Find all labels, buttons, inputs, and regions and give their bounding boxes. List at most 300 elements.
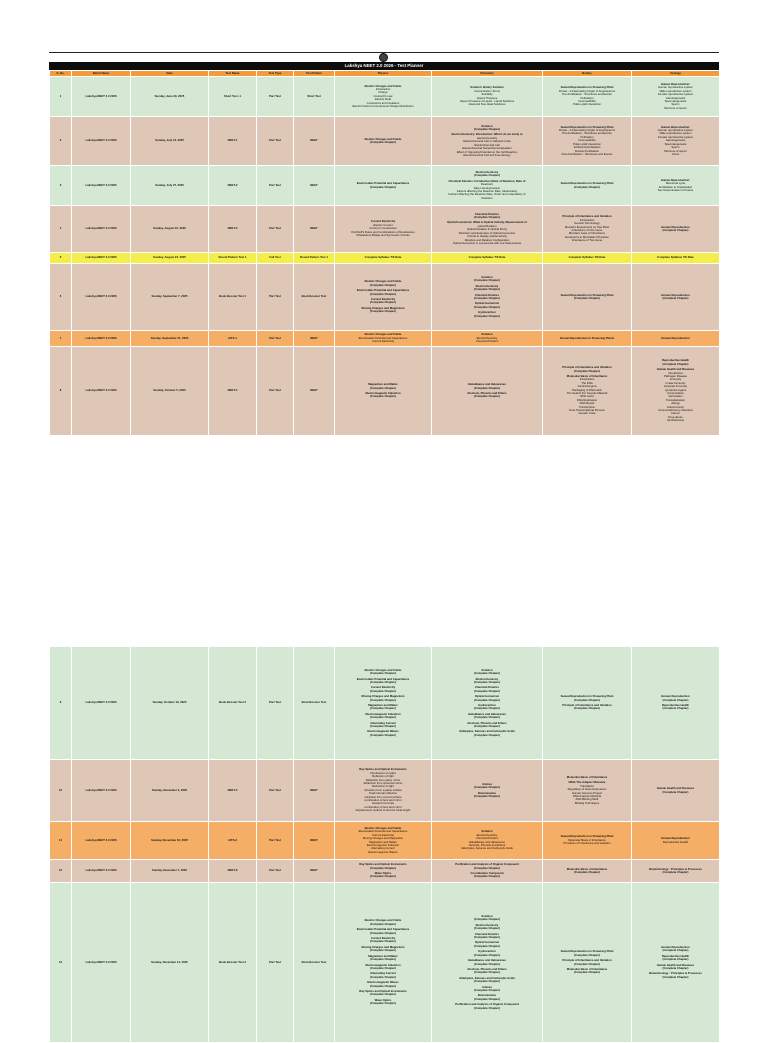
topic-line: Solution xyxy=(481,332,493,337)
topic-line: Introduction xyxy=(668,370,683,375)
topic-line: Electrochemistry xyxy=(476,335,498,340)
topic-line: Sexual Reproduction in Flowering Plants xyxy=(559,335,615,340)
topic-line: (Complete Chapter) xyxy=(474,961,500,966)
topic-line: Electrochemical Series/Nernst Equation xyxy=(462,146,512,151)
topic-line: Electrochemistry xyxy=(475,676,499,681)
planner-page-1 xyxy=(49,52,719,436)
cell-botany xyxy=(543,253,632,264)
topic-line: Electric Charges and Fields xyxy=(364,136,402,141)
topic-line: Aldehydes, Ketones and Carboxylic Acids xyxy=(459,975,515,980)
topic-line: optical Rotation xyxy=(477,223,497,228)
topic-line: Artificial Hybridisation xyxy=(573,145,601,150)
topic-line: Current Electricity xyxy=(370,936,396,941)
topic-line: Mendel's Laws of Inheritance xyxy=(568,231,606,236)
topic-line: electrochemistry xyxy=(476,135,498,140)
topic-line: combination of lens and mirror xyxy=(364,804,402,809)
topic-line: (Complete Chapter) xyxy=(474,926,500,931)
topic-line: (Complete Chapter) xyxy=(662,706,689,711)
topic-line: Moving Charges and Magnetism xyxy=(362,836,404,841)
topic-line: (Complete Chapter) xyxy=(474,732,500,737)
topic-line: (Complete Chapter) xyxy=(662,789,689,794)
topic-line: Optical Isomerism xyxy=(474,694,500,699)
topic-line: Reflection from spherical mirror xyxy=(363,780,403,785)
topic-line: (Complete Chapter) xyxy=(370,724,396,729)
topic-line: (Complete Chapter) xyxy=(474,287,500,292)
topic-line: Electric Field xyxy=(374,97,391,102)
topic-line: Human Reproduction xyxy=(661,944,690,949)
topic-line: Electromagnetic Waves xyxy=(367,980,399,985)
cell-type: Part Test xyxy=(257,206,294,253)
topic-line: Electromagnetic Waves xyxy=(367,729,399,734)
topic-line: Lymphoid organs xyxy=(664,387,687,392)
topic-line: Coordination Compound xyxy=(470,871,504,875)
topic-line: (Complete Chapter) xyxy=(662,957,689,962)
topic-line: (Complete Chapter) xyxy=(474,304,500,309)
cell-date: Sunday, December 7, 2025 xyxy=(131,860,209,883)
topic-line: Sexual Reproduction in Flowering Plant xyxy=(560,834,614,839)
topic-line: Electric Charges and Fields xyxy=(364,83,402,88)
topic-line: Optical Isomerism xyxy=(474,301,500,306)
topic-line: Gametogenesis xyxy=(665,138,686,143)
topic-line: (Complete Chapter) xyxy=(370,930,396,935)
topic-line: Hydrocarbon xyxy=(478,310,496,315)
topic-line: Definition and Examples of Optical Isomerism xyxy=(458,230,516,235)
topic-line: Alternating Current xyxy=(371,846,395,851)
topic-line: Pollination xyxy=(580,95,594,100)
cell-batch: Lakshya NEET 2.0 2026 xyxy=(72,331,131,347)
cell-batch: Lakshya NEET 2.0 2026 xyxy=(72,860,131,883)
cell-no: 6 xyxy=(50,264,72,331)
cell-date: Sunday, August 10, 2025 xyxy=(131,206,209,253)
table-row xyxy=(50,883,720,1043)
topic-line: Kirchhoff's Rules and Combinations of Resistances xyxy=(351,229,415,234)
topic-line: Human Reproduction: xyxy=(660,124,691,129)
topic-line: Pathogen Disease xyxy=(664,373,687,378)
topic-line: Electromagnetic Induction xyxy=(366,842,400,847)
cell-no: 5 xyxy=(50,253,72,264)
topic-line: Absolute and Relative Configuration xyxy=(464,237,510,242)
topic-line: Amines xyxy=(481,781,493,786)
topic-line: (Complete Chapter) xyxy=(474,688,500,693)
cell-pattern: Book Booster Test xyxy=(294,647,335,760)
topic-line: (Complete Chapter) xyxy=(474,943,500,948)
cell-date: Sunday, July 13, 2025 xyxy=(131,117,209,166)
cell-no: 1 xyxy=(50,77,72,117)
topic-line: Human Genome Project xyxy=(571,790,602,795)
topic-line: (Complete Chapter) xyxy=(662,361,689,366)
topic-line: Principle of Inheritance and Variation xyxy=(562,958,612,963)
topic-line: Exceptions to Mendelian Principles xyxy=(565,234,609,239)
topic-line: Human Reproduction xyxy=(661,292,690,297)
planner-page-2 xyxy=(49,646,719,1043)
planner-table-continued xyxy=(49,646,720,1043)
topic-line: Post-Fertilisation : Structures and Events xyxy=(561,151,613,156)
topic-line: Magnetism and Matter xyxy=(368,703,398,707)
topic-line: Solubility xyxy=(481,92,493,97)
topic-line: Translation xyxy=(580,783,594,788)
cell-zoology xyxy=(632,331,720,347)
topic-line: Conductors and Insulators xyxy=(366,100,400,105)
topic-line: Transplantation xyxy=(665,397,686,402)
cell-botany xyxy=(543,347,632,436)
topic-line: Structure of sperm xyxy=(663,105,687,110)
topic-line: Incompatibility xyxy=(578,98,596,103)
topic-line: Moving Charges and Magnetism xyxy=(361,944,405,949)
cell-physics xyxy=(335,822,432,860)
cell-pattern: NEET xyxy=(294,166,335,206)
topic-line: (Complete Chapter) xyxy=(370,732,396,737)
topic-line: Principle of Inheritance and Variation xyxy=(562,703,612,707)
topic-line: Regulation of Gene Expression xyxy=(567,787,607,792)
topic-line: Principle of Inheritance and Variation xyxy=(562,214,612,219)
cell-botany xyxy=(543,166,632,206)
topic-line: (Complete Chapter) xyxy=(474,724,500,729)
topic-line: Electrochemical Cell xyxy=(474,142,500,147)
topic-line: (Complete Chapter) xyxy=(662,228,689,232)
topic-line: (Complete Chapter) xyxy=(370,948,396,953)
topic-line: tRNA-The Adapter Molecule xyxy=(568,780,606,785)
column-header: Date xyxy=(131,71,209,77)
topic-line: Reproductive Health xyxy=(662,839,689,844)
topic-line: Pre-Fertilisation : Structures and Events xyxy=(562,131,612,136)
topic-line: (Complete Chapter) xyxy=(574,697,600,702)
cell-test: NEET-6 xyxy=(209,860,257,883)
topic-line: Human Reproduction xyxy=(661,836,690,841)
cell-botany xyxy=(543,883,632,1043)
topic-line: Optical Isomerism xyxy=(474,940,500,945)
planner-table xyxy=(49,70,720,436)
cell-botany xyxy=(543,331,632,347)
topic-line: Reflection of light xyxy=(372,774,394,779)
topic-line: Immunodeficiency disorders xyxy=(658,408,693,413)
cell-date: Sunday, October 5, 2025 xyxy=(131,347,209,436)
logo-row xyxy=(49,52,719,62)
cell-pattern: NEET xyxy=(294,347,335,436)
cell-physics xyxy=(335,206,432,253)
topic-line: Sperm xyxy=(671,145,680,150)
topic-line: Concentration Terms xyxy=(474,88,500,93)
topic-line: Human Reproduction xyxy=(661,224,690,229)
topic-line: Electric Charges and Fields xyxy=(364,825,402,830)
table-row xyxy=(50,860,720,883)
topic-line: refraction from curved surface xyxy=(364,794,402,799)
cell-date: Sunday, November 16, 2025 xyxy=(131,822,209,860)
cell-test: AITS-1 xyxy=(209,331,257,347)
cell-batch: Lakshya NEET 2.0 2026 xyxy=(72,253,131,264)
topic-line: Electromagnetic Induction xyxy=(365,962,401,967)
cell-batch: Lakshya NEET 2.0 2026 xyxy=(72,117,131,166)
topic-line: Electric Charges and Fields xyxy=(364,667,402,672)
cell-chemistry xyxy=(432,206,543,253)
cell-pattern: Round Pattern Test 1 xyxy=(294,253,335,264)
table-row xyxy=(50,206,720,253)
topic-line: (Complete Chapter) xyxy=(574,368,600,373)
topic-line: Structure of sperm xyxy=(663,148,687,153)
topic-line: Vapour Pressure xyxy=(476,95,498,100)
cell-pattern: Short Test xyxy=(294,77,335,117)
topic-line: (Complete Chapter) xyxy=(474,979,500,984)
cell-batch: Lakshya NEET 2.0 2026 xyxy=(72,883,131,1043)
topic-line: Introduction xyxy=(375,86,391,91)
topic-line: Electromagnetic Induction xyxy=(365,711,401,716)
topic-line: (Complete Chapter) xyxy=(370,983,396,988)
cell-no: 10 xyxy=(50,760,72,822)
cell-batch: Lakshya NEET 2.0 2026 xyxy=(72,166,131,206)
cell-test: NEET-1 xyxy=(209,117,257,166)
topic-line: Current Electricity xyxy=(371,832,395,837)
topic-line: DNA Analysis Methods xyxy=(572,793,602,798)
cell-type: Part Test xyxy=(257,117,294,166)
topic-line: (Complete Chapter) xyxy=(474,127,500,132)
cell-chemistry xyxy=(432,883,543,1043)
topic-line: Pre-Fertilisation : Structures and Events xyxy=(562,92,612,97)
cell-pattern: Book Booster Test xyxy=(294,883,335,1043)
topic-line: (Complete Chapter) xyxy=(370,184,396,189)
topic-line: Hydrocarbon xyxy=(478,949,496,954)
topic-line: DNA Binding Motif xyxy=(575,797,599,802)
topic-line: Electric Charges and Fields xyxy=(364,918,402,923)
cell-type: Part Test xyxy=(257,647,294,760)
topic-line: Solution xyxy=(481,667,493,672)
topic-line: (Complete Chapter) xyxy=(474,697,500,702)
cell-type: Part Test xyxy=(257,760,294,822)
topic-line: Inheritance of One Gene xyxy=(571,228,603,232)
topic-line: Electrostatic Potential and Capacitance xyxy=(356,288,410,293)
topic-line: Biotechnology : Principles & Processes xyxy=(649,866,702,871)
topic-line: (Complete Chapter) xyxy=(474,952,500,957)
topic-line: Electrochemistry xyxy=(475,922,499,927)
topic-line: Electrochemistry xyxy=(475,283,499,288)
cell-pattern: NEET xyxy=(294,822,335,860)
cell-date: Sunday, September 21, 2025 xyxy=(131,331,209,347)
cell-batch: Lakshya NEET 2.0 2026 xyxy=(72,822,131,860)
topic-line: Chemical Kinetics xyxy=(474,211,500,216)
topic-line: Reproductive Health xyxy=(661,703,690,707)
topic-line: Biomolecules xyxy=(477,790,497,795)
cell-batch: Lakshya NEET 2.0 2026 xyxy=(72,760,131,822)
topic-line: (Complete Chapter) xyxy=(370,697,396,702)
cell-date: Sunday, December 14, 2025 xyxy=(131,883,209,1043)
topic-line: Chemical Kinetics xyxy=(475,339,499,344)
topic-line: Charge xyxy=(378,90,388,95)
topic-line: (Complete Chapter) xyxy=(474,385,500,390)
topic-line: Haloalkanes and Haloarenes xyxy=(468,382,506,387)
topic-line: Purification and Analysis of Organic Compound xyxy=(455,1002,519,1007)
topic-line: Chemical Kinetics xyxy=(474,931,500,936)
topic-line: Optical Isomerism: What is Optical Activity, Measurement of xyxy=(447,220,527,225)
topic-line: Wave Optics xyxy=(374,997,392,1002)
cell-botany xyxy=(543,117,632,166)
topic-line: Current Electricity xyxy=(370,219,396,224)
cell-zoology xyxy=(632,253,720,264)
cell-zoology xyxy=(632,347,720,436)
cell-zoology xyxy=(632,647,720,760)
topic-line: Electric Field of a Continuous Charge Distribution xyxy=(352,104,414,109)
topic-line: Electrostatic Potential and Capacitance xyxy=(358,829,408,834)
topic-line: Magnetism and Matter xyxy=(368,953,398,958)
topic-line: Alternating Current xyxy=(370,720,396,725)
topic-line: (Complete Chapter) xyxy=(370,939,396,944)
column-header: Physics xyxy=(335,71,432,77)
topic-line: Electrochemical Cell and Free Energy xyxy=(463,152,511,157)
topic-line: (Complete Chapter) xyxy=(370,1001,396,1006)
topic-line: (Complete Chapter) xyxy=(370,715,396,720)
cell-test: Book Booster Test 2 xyxy=(209,647,257,760)
topic-line: Mendel's Experiments on Pea Plant xyxy=(564,224,610,229)
table-row xyxy=(50,166,720,206)
cell-batch: Lakshya NEET 2.0 2026 xyxy=(72,264,131,331)
cell-type: Part Test xyxy=(257,166,294,206)
topic-line: (Complete Chapter) xyxy=(662,948,689,953)
topic-line: (Complete Chapter) xyxy=(370,957,396,962)
cell-physics xyxy=(335,331,432,347)
topic-line: Optical isomerism in compounds with one Stereocentre xyxy=(452,240,522,245)
topic-line: refraction from a plane surface xyxy=(364,787,402,792)
cell-chemistry xyxy=(432,253,543,264)
topic-line: Alcohols, Phenols and Ethers xyxy=(467,391,507,395)
cell-physics xyxy=(335,347,432,436)
table-row xyxy=(50,77,720,117)
topic-line: DNA Repair xyxy=(579,401,595,406)
cell-chemistry xyxy=(432,347,543,436)
cell-no: 4 xyxy=(50,206,72,253)
cell-date: Sunday, August 24, 2025 xyxy=(131,253,209,264)
topic-line: Coulomb's Law xyxy=(373,93,393,98)
topic-line: Introduction xyxy=(579,377,595,382)
topic-line: (Complete Chapter) xyxy=(370,671,396,676)
topic-line: (Complete Chapter) xyxy=(474,715,500,720)
topic-line: Allergy xyxy=(671,401,680,406)
cell-chemistry xyxy=(432,647,543,760)
topic-line: Current Electricity xyxy=(370,685,396,690)
cell-no: 11 xyxy=(50,822,72,860)
column-header: Zoology xyxy=(632,71,720,77)
cell-botany xyxy=(543,760,632,822)
topic-line: (Complete Chapter) xyxy=(662,870,689,874)
column-header: Batch Name xyxy=(72,71,131,77)
cell-zoology xyxy=(632,760,720,822)
cell-date: Sunday, November 2, 2025 xyxy=(131,760,209,822)
topic-line: Sexual Reproduction in Flowering Plant xyxy=(560,292,614,297)
topic-line: Alcohols, Phenols and Ethers xyxy=(467,966,507,971)
cell-type: Part Test xyxy=(257,77,294,117)
topic-line: Reaction xyxy=(481,195,493,200)
topic-line: Chemical Kinetics: Introduction (Rate of Reaction, Rate of xyxy=(448,178,526,183)
topic-line: Principle of Inheritance and Variation xyxy=(562,365,612,370)
topic-line: Molecular Basis of Inheritance xyxy=(566,774,608,779)
topic-line: Solution xyxy=(481,914,493,919)
topic-line: (Complete Chapter) xyxy=(474,935,500,940)
topic-line: Electrostatic Potential and Capacitance xyxy=(358,335,408,340)
cell-type: Part Test xyxy=(257,347,294,436)
topic-line: (Complete Chapter) xyxy=(474,278,500,283)
topic-line: Cancer xyxy=(670,411,681,416)
topic-line: (Complete Chapter) xyxy=(370,921,396,926)
topic-line: Menstrual cycle xyxy=(665,181,686,186)
topic-line: Optical Rotation & Optical Purity xyxy=(467,227,507,232)
cell-physics xyxy=(335,860,432,883)
cell-no: 12 xyxy=(50,860,72,883)
cell-physics xyxy=(335,264,432,331)
cell-pattern: NEET xyxy=(294,331,335,347)
topic-line: Haloalkanes and Haloarenes xyxy=(468,711,506,716)
topic-line: RNA world xyxy=(580,394,594,399)
topic-line: Electrostatic Potential and Capacitance xyxy=(356,927,410,932)
topic-line: (Complete Chapter) xyxy=(370,309,396,314)
topic-line: Current in Conductors xyxy=(369,226,397,231)
cell-zoology xyxy=(632,166,720,206)
topic-line: (Complete Chapter) xyxy=(574,870,600,874)
topic-line: Flower - A Fascinating Organ of Angiosperms xyxy=(558,88,616,93)
topic-line: Criteria to display optical activity xyxy=(467,234,507,239)
topic-line: Newton's formula xyxy=(372,801,394,806)
cell-no: 8 xyxy=(50,347,72,436)
cell-no: 13 xyxy=(50,883,72,1043)
topic-line: Vaccination xyxy=(668,394,683,399)
topic-line: Electromagnetic Waves xyxy=(368,849,398,854)
cell-type: Part Test xyxy=(257,860,294,883)
cell-date: Sunday, September 7, 2025 xyxy=(131,264,209,331)
topic-line: Electric Charges and Fields xyxy=(364,332,402,337)
topic-line: (Complete Chapter) xyxy=(370,385,396,390)
topic-line: Electric Charges and Fields xyxy=(364,279,402,284)
topic-line: Solution xyxy=(481,829,493,834)
column-header: Test Pattern xyxy=(294,71,335,77)
topic-line: Electrochemistry xyxy=(476,832,498,837)
cell-test: AITS-2 xyxy=(209,822,257,860)
topic-line: Solution xyxy=(481,274,493,279)
topic-line: Electromagnetic Induction xyxy=(365,391,401,395)
column-header: S. No. xyxy=(50,71,72,77)
topic-line: (Complete Chapter) xyxy=(370,679,396,684)
cell-date: Sunday, July 27, 2025 xyxy=(131,166,209,206)
topic-line: Pollen-pistil interaction xyxy=(573,141,601,146)
cell-zoology xyxy=(632,860,720,883)
topic-line: Post-Transcriptional Process xyxy=(569,408,605,413)
topic-line: The DNA xyxy=(581,380,593,385)
topic-line: (Complete Chapter) xyxy=(370,291,396,296)
topic-line: Hydrocarbon xyxy=(478,703,496,707)
topic-line: Sexual Reproduction in Flowering Plant xyxy=(560,949,614,954)
topic-line: Human Health and Diseases xyxy=(656,786,695,791)
topic-line: Female reproductive system xyxy=(657,92,694,97)
cell-botany xyxy=(543,860,632,883)
cell-no: 3 xyxy=(50,166,72,206)
cell-pattern: NEET xyxy=(294,206,335,253)
cell-type: Part Test xyxy=(257,822,294,860)
topic-line: Alternating Current xyxy=(370,971,396,976)
topic-line: Drug abuse xyxy=(668,414,683,419)
topic-line: (Complete Chapter) xyxy=(474,970,500,975)
topic-line: Chemical Kinetics xyxy=(474,685,500,690)
cell-botany xyxy=(543,264,632,331)
topic-line: The Search For Genetic Material xyxy=(566,391,608,395)
topic-line: (Complete Chapter) xyxy=(474,296,500,300)
topic-line: (Complete Chapter) xyxy=(662,965,689,970)
cell-chemistry xyxy=(432,117,543,166)
topic-line: Human Health and Diseases xyxy=(656,367,695,372)
topic-line: (Complete Chapter) xyxy=(370,992,396,997)
topic-line: Sexual Reproduction in Flowering Plant xyxy=(560,694,614,699)
topic-line: Vapour Pressure of Liquid - Liquid Solutions xyxy=(459,98,515,103)
topic-line: (Complete Chapter) xyxy=(474,671,500,676)
topic-line: (Complete Chapter) xyxy=(474,996,500,1001)
cell-physics xyxy=(335,117,432,166)
topic-line: Complete Syllabus Till Date xyxy=(657,255,694,260)
topic-line: (Complete Chapter) xyxy=(662,974,689,979)
table-row xyxy=(50,347,720,436)
table-row xyxy=(50,822,720,860)
